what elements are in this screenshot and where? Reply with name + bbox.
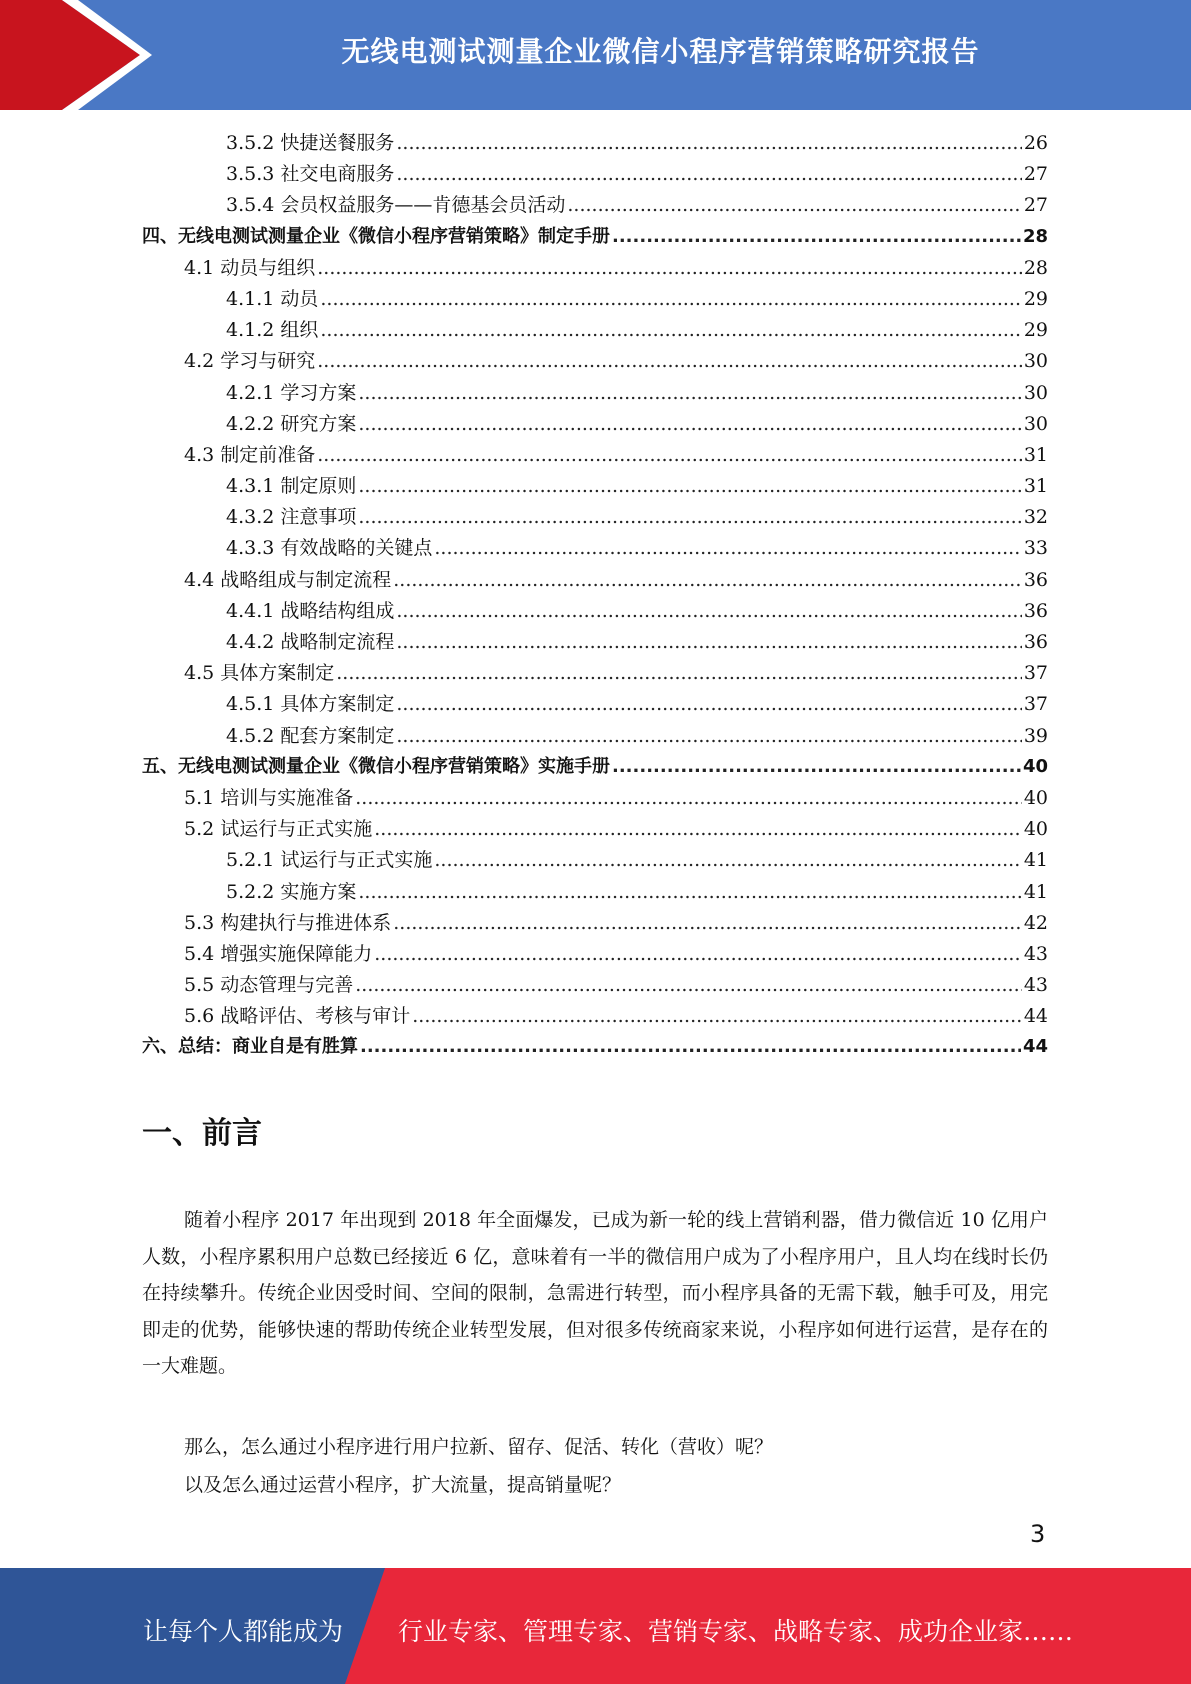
toc-entry-label: 5.2.2 实施方案 xyxy=(226,880,357,903)
toc-entry-page: 37 xyxy=(1023,693,1048,716)
toc-entry-page: 36 xyxy=(1023,599,1048,622)
toc-entry[interactable] xyxy=(142,721,1048,752)
toc-entry[interactable] xyxy=(142,814,1048,845)
toc-entry[interactable] xyxy=(142,159,1048,190)
toc-entry-page: 26 xyxy=(1023,132,1048,154)
toc-leader-dots xyxy=(396,132,1021,154)
toc-entry-page: 44 xyxy=(1023,1005,1048,1028)
toc-entry-page: 28 xyxy=(1022,225,1048,247)
toc-entry-label: 5.1 培训与实施准备 xyxy=(184,786,354,809)
toc-entry-label: 5.5 动态管理与完善 xyxy=(184,974,354,997)
toc-entry-page: 29 xyxy=(1023,287,1048,310)
toc-entry-label: 5.2 试运行与正式实施 xyxy=(184,818,373,841)
toc-entry[interactable] xyxy=(142,502,1048,533)
toc-entry-page: 42 xyxy=(1023,911,1048,934)
toc-leader-dots xyxy=(360,1036,1021,1057)
toc-entry[interactable] xyxy=(142,627,1048,658)
toc-entry-label: 4.5 具体方案制定 xyxy=(184,662,335,685)
toc-entry-page: 30 xyxy=(1023,381,1048,404)
toc-entry-label: 4.3.1 制定原则 xyxy=(226,475,357,498)
table-of-contents xyxy=(142,128,1048,1064)
toc-entry-label: 4.4.1 战略结构组成 xyxy=(226,599,395,622)
toc-leader-dots xyxy=(396,163,1021,185)
toc-entry[interactable] xyxy=(142,378,1048,409)
toc-entry-label: 4.1.2 组织 xyxy=(226,319,319,342)
toc-leader-dots xyxy=(358,382,1021,404)
toc-entry-page: 27 xyxy=(1023,194,1048,217)
toc-entry-page: 32 xyxy=(1023,506,1048,529)
toc-entry-page: 31 xyxy=(1023,475,1048,498)
toc-entry[interactable] xyxy=(142,1001,1048,1032)
toc-leader-dots xyxy=(355,974,1022,996)
toc-entry-label: 4.2.2 研究方案 xyxy=(226,412,357,435)
toc-leader-dots xyxy=(396,725,1021,747)
toc-leader-dots xyxy=(412,1005,1022,1027)
toc-entry-label: 5.6 战略评估、考核与审计 xyxy=(184,1005,411,1028)
toc-entry-label: 4.1.1 动员 xyxy=(226,287,319,310)
toc-entry-page: 29 xyxy=(1023,319,1048,342)
toc-leader-dots xyxy=(396,631,1021,653)
toc-leader-dots xyxy=(612,756,1021,777)
toc-entry[interactable] xyxy=(142,533,1048,564)
footer-slogan-left: 让每个人都能成为 xyxy=(143,1617,344,1646)
toc-leader-dots xyxy=(336,662,1022,684)
toc-entry[interactable] xyxy=(142,970,1048,1001)
toc-leader-dots xyxy=(358,881,1021,903)
toc-entry[interactable] xyxy=(142,222,1048,253)
toc-entry[interactable] xyxy=(142,689,1048,720)
toc-entry-page: 44 xyxy=(1022,1036,1048,1058)
toc-entry-page: 36 xyxy=(1023,631,1048,653)
toc-entry-page: 27 xyxy=(1023,163,1048,186)
toc-entry-label: 四、无线电测试测量企业《微信小程序营销策略》制定手册 xyxy=(142,225,610,247)
toc-entry-label: 4.1 动员与组织 xyxy=(184,256,316,279)
toc-entry[interactable] xyxy=(142,440,1048,471)
toc-entry[interactable] xyxy=(142,128,1048,159)
toc-leader-dots xyxy=(612,226,1021,247)
question-line-2: 以及怎么通过运营小程序，扩大流量，提高销量呢？ xyxy=(184,1474,622,1496)
toc-entry-label: 4.2 学习与研究 xyxy=(184,350,316,373)
toc-leader-dots xyxy=(374,943,1022,965)
toc-entry-page: 40 xyxy=(1023,786,1048,809)
toc-entry-page: 43 xyxy=(1023,942,1048,965)
toc-entry[interactable] xyxy=(142,190,1048,221)
toc-entry-page: 40 xyxy=(1023,818,1048,841)
toc-entry[interactable] xyxy=(142,315,1048,346)
toc-entry-label: 5.4 增强实施保障能力 xyxy=(184,942,373,965)
toc-entry[interactable] xyxy=(142,908,1048,939)
toc-leader-dots xyxy=(320,288,1021,310)
toc-entry[interactable] xyxy=(142,845,1048,876)
question-line-1: 那么，怎么通过小程序进行用户拉新、留存、促活、转化（营收）呢？ xyxy=(184,1436,774,1458)
toc-entry-label: 5.3 构建执行与推进体系 xyxy=(184,911,392,934)
intro-paragraph: 随着小程序 2017 年出现到 2018 年全面爆发，已成为新一轮的线上营销利器，借力微信近 10 亿用户人数，小程序累积用户总数已经接近 6 亿，意味着有一半的微信用户成为了小程序用户，且人均在线时长仍在持续攀升。传统企业因受时间、空间的限制，急需进行转型，而小程序具备的无需下载，触手可及，用完即走的优势，能够快速的帮助传统企业转型发展，但对很多传统商家来说，小程序如何进行运营，是存在的一大难题。 xyxy=(142,1209,1048,1377)
document-title: 无线电测试测量企业微信小程序营销策略研究报告 xyxy=(341,35,980,68)
toc-entry-label: 3.5.3 社交电商服务 xyxy=(226,163,395,186)
toc-entry-label: 4.3.3 有效战略的关键点 xyxy=(226,537,433,560)
toc-entry[interactable] xyxy=(142,596,1048,627)
toc-entry-label: 4.5.1 具体方案制定 xyxy=(226,693,395,716)
toc-entry-page: 37 xyxy=(1023,662,1048,685)
toc-entry[interactable] xyxy=(142,565,1048,596)
toc-entry-page: 33 xyxy=(1023,537,1048,560)
toc-entry-label: 5.2.1 试运行与正式实施 xyxy=(226,849,433,872)
toc-entry-label: 4.3 制定前准备 xyxy=(184,443,316,466)
section-heading: 一、前言 xyxy=(142,1116,262,1151)
toc-entry[interactable] xyxy=(142,783,1048,814)
toc-entry[interactable] xyxy=(142,284,1048,315)
toc-entry-page: 28 xyxy=(1023,256,1048,279)
toc-leader-dots xyxy=(355,787,1022,809)
toc-entry[interactable] xyxy=(142,658,1048,689)
footer-slogan-right: 行业专家、管理专家、营销专家、战略专家、成功企业家…… xyxy=(398,1617,1074,1646)
toc-entry[interactable] xyxy=(142,877,1048,908)
toc-leader-dots xyxy=(317,350,1022,372)
toc-leader-dots xyxy=(358,413,1021,435)
toc-entry[interactable] xyxy=(142,471,1048,502)
toc-leader-dots xyxy=(320,319,1021,341)
toc-entry-label: 4.4 战略组成与制定流程 xyxy=(184,568,392,591)
toc-entry[interactable] xyxy=(142,253,1048,284)
toc-entry-page: 41 xyxy=(1023,880,1048,903)
toc-entry-page: 31 xyxy=(1023,443,1048,466)
toc-entry-page: 41 xyxy=(1023,849,1048,872)
toc-leader-dots xyxy=(358,475,1021,497)
page-number: 3 xyxy=(1030,1520,1046,1548)
toc-leader-dots xyxy=(396,693,1021,715)
toc-leader-dots xyxy=(317,257,1022,279)
toc-leader-dots xyxy=(374,818,1022,840)
toc-leader-dots xyxy=(396,600,1021,622)
toc-entry[interactable] xyxy=(142,939,1048,970)
toc-entry-page: 43 xyxy=(1023,974,1048,997)
toc-entry-page: 36 xyxy=(1023,568,1048,591)
toc-leader-dots xyxy=(567,194,1021,216)
toc-entry-page: 39 xyxy=(1023,724,1048,747)
toc-leader-dots xyxy=(393,912,1022,934)
toc-leader-dots xyxy=(434,537,1021,559)
toc-entry-label: 4.4.2 战略制定流程 xyxy=(226,631,395,653)
toc-leader-dots xyxy=(393,569,1022,591)
toc-entry-page: 30 xyxy=(1023,350,1048,373)
toc-entry[interactable] xyxy=(142,1032,1048,1063)
toc-entry-page: 30 xyxy=(1023,412,1048,435)
page-footer xyxy=(0,1568,1191,1684)
toc-entry-label: 4.5.2 配套方案制定 xyxy=(226,724,395,747)
toc-entry[interactable] xyxy=(142,346,1048,377)
toc-leader-dots xyxy=(358,506,1021,528)
toc-entry[interactable] xyxy=(142,752,1048,783)
toc-leader-dots xyxy=(434,849,1021,871)
toc-entry[interactable] xyxy=(142,409,1048,440)
page-header xyxy=(0,0,1191,110)
toc-entry-label: 六、总结：商业自是有胜算 xyxy=(142,1036,358,1058)
toc-entry-page: 40 xyxy=(1022,755,1048,777)
toc-entry-label: 3.5.4 会员权益服务——肯德基会员活动 xyxy=(226,194,566,217)
toc-entry-label: 五、无线电测试测量企业《微信小程序营销策略》实施手册 xyxy=(142,755,610,777)
toc-entry-label: 3.5.2 快捷送餐服务 xyxy=(226,132,395,154)
toc-leader-dots xyxy=(317,444,1022,466)
toc-entry-label: 4.3.2 注意事项 xyxy=(226,506,357,529)
toc-entry-label: 4.2.1 学习方案 xyxy=(226,381,357,404)
